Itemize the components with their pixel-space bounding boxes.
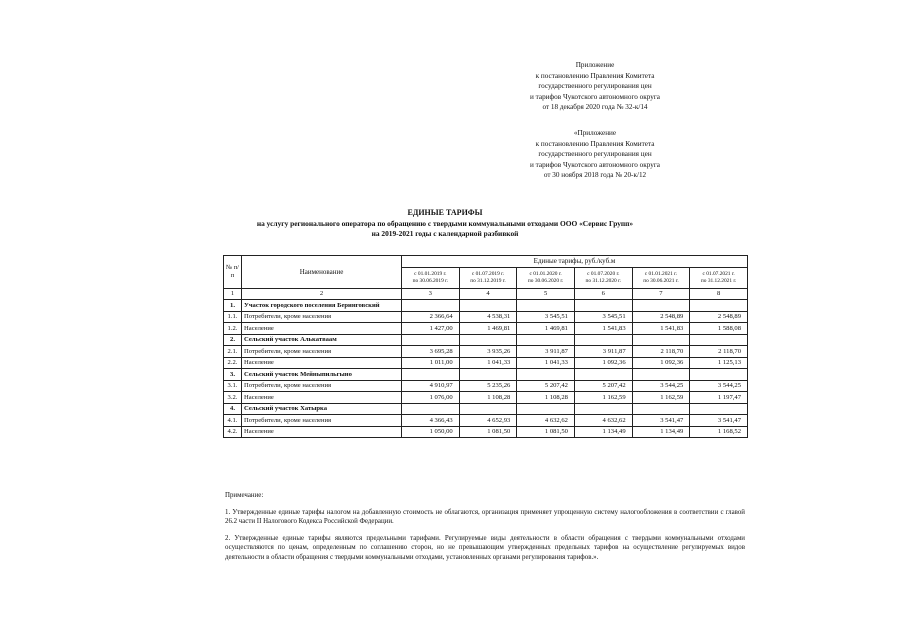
empty-cell [632, 403, 690, 415]
section-index: 4. [224, 403, 242, 415]
row-index: 1.1. [224, 311, 242, 323]
tariff-value: 3 544,25 [632, 380, 690, 392]
tariff-value: 1 168,52 [690, 426, 748, 438]
table-row [224, 346, 748, 358]
column-number: 1 [224, 288, 242, 300]
tariff-value: 3 541,47 [632, 415, 690, 427]
section-row [224, 300, 748, 312]
tariff-value: 1 041,33 [459, 357, 517, 369]
period-from: с 01.07.2020 г. [587, 271, 620, 278]
tariff-value: 3 911,87 [517, 346, 575, 358]
period-header [632, 267, 690, 288]
tariff-value: 3 695,28 [402, 346, 460, 358]
tariff-value: 1 197,47 [690, 392, 748, 404]
tariff-value: 3 935,26 [459, 346, 517, 358]
table-row [224, 415, 748, 427]
column-number: 3 [402, 288, 460, 300]
tariff-value: 1 108,28 [459, 392, 517, 404]
tariff-value: 4 538,31 [459, 311, 517, 323]
period-header [574, 267, 632, 288]
row-name: Потребители, кроме населения [242, 311, 402, 323]
empty-cell [632, 334, 690, 346]
period-to: по 30.06.2021 г. [643, 277, 679, 284]
section-row [224, 403, 748, 415]
column-number: 6 [574, 288, 632, 300]
empty-cell [459, 403, 517, 415]
empty-cell [459, 334, 517, 346]
period-from: с 01.01.2020 г. [529, 271, 562, 278]
period-to: по 30.06.2019 г. [412, 277, 449, 284]
appendix-block-1 [490, 60, 700, 113]
empty-cell [402, 300, 460, 312]
row-index: 3.1. [224, 380, 242, 392]
tariff-value: 3 545,51 [517, 311, 575, 323]
tariff-value: 1 092,36 [574, 357, 632, 369]
period-header [402, 267, 460, 288]
tariff-value: 1 108,28 [517, 392, 575, 404]
tariff-value: 4 632,62 [574, 415, 632, 427]
column-number: 7 [632, 288, 690, 300]
tariff-value: 2 548,89 [632, 311, 690, 323]
notes-block [225, 491, 745, 570]
tariff-value: 1 076,00 [402, 392, 460, 404]
tariff-value: 5 207,42 [574, 380, 632, 392]
empty-cell [402, 369, 460, 381]
empty-cell [459, 369, 517, 381]
period-from: с 01.07.2019 г. [471, 271, 505, 278]
empty-cell [690, 300, 748, 312]
section-name: Участок городского поселения Беринговский [242, 300, 402, 312]
appendix-line: «Приложение [573, 129, 617, 137]
header-name: Наименование [242, 256, 402, 289]
table-row [224, 323, 748, 335]
appendix-line: от 18 декабря 2020 года № 32-к/14 [542, 103, 648, 112]
tariff-value: 1 541,83 [574, 323, 632, 335]
empty-cell [459, 300, 517, 312]
appendix-line: и тарифов Чукотского автономного округа [530, 92, 660, 101]
note-item: 1. Утвержденные единые тарифы налогом на добавленную стоимость не облагаются, организация применяет упрощенную систему налогообложения в соответствии с главой 26.2 части II Налогового Кодекса Российской Федерации. [225, 508, 745, 526]
tariff-value: 5 235,26 [459, 380, 517, 392]
tariff-value: 2 548,89 [690, 311, 748, 323]
appendix-line: к постановлению Правления Комитета [535, 71, 655, 80]
appendix-line: государственного регулирования цен [538, 150, 652, 159]
row-name: Потребители, кроме населения [242, 346, 402, 358]
period-to: по 30.06.2020 г. [527, 277, 564, 284]
tariff-value: 1 134,49 [574, 426, 632, 438]
tariff-value: 1 588,08 [690, 323, 748, 335]
column-number: 2 [242, 288, 402, 300]
empty-cell [574, 334, 632, 346]
tariff-value: 1 081,50 [459, 426, 517, 438]
header-no: № п/п [224, 256, 242, 289]
empty-cell [632, 300, 690, 312]
title-period: на 2019-2021 годы с календарной разбивкой [371, 229, 519, 239]
row-index: 4.1. [224, 415, 242, 427]
tariff-value: 2 366,64 [402, 311, 460, 323]
section-name: Сельский участок Хатырка [242, 403, 402, 415]
appendix-line: Приложение [575, 61, 615, 69]
section-row [224, 369, 748, 381]
table-row [224, 380, 748, 392]
period-from: с 01.07.2021 г. [702, 271, 735, 278]
empty-cell [574, 369, 632, 381]
table-header-row [224, 256, 748, 268]
empty-cell [402, 403, 460, 415]
tariff-value: 2 118,70 [690, 346, 748, 358]
empty-cell [690, 403, 748, 415]
tariff-value: 5 207,42 [517, 380, 575, 392]
appendix-line: к постановлению Правления Комитета [535, 139, 655, 148]
period-from: с 01.01.2021 г. [644, 271, 678, 278]
row-index: 2.1. [224, 346, 242, 358]
title-main: ЕДИНЫЕ ТАРИФЫ [407, 208, 483, 217]
empty-cell [690, 369, 748, 381]
tariff-value: 4 632,62 [517, 415, 575, 427]
empty-cell [517, 300, 575, 312]
table-body [224, 300, 748, 438]
tariff-value: 1 469,81 [517, 323, 575, 335]
row-index: 4.2. [224, 426, 242, 438]
column-number: 4 [459, 288, 517, 300]
tariffs-table [223, 255, 748, 438]
empty-cell [574, 403, 632, 415]
tariff-value: 1 541,83 [632, 323, 690, 335]
tariff-value: 1 050,00 [402, 426, 460, 438]
table-row [224, 392, 748, 404]
period-to: по 31.12.2021 г. [700, 277, 737, 284]
tariff-value: 1 011,00 [402, 357, 460, 369]
period-from: с 01.01.2019 г. [414, 271, 447, 278]
title-subline: на услугу регионального оператора по обращению с твердыми коммунальными отходами ООО «Сервис Групп» [256, 218, 634, 228]
row-index: 3.2. [224, 392, 242, 404]
empty-cell [690, 334, 748, 346]
row-name: Население [242, 426, 402, 438]
empty-cell [517, 334, 575, 346]
tariff-value: 1 134,49 [632, 426, 690, 438]
tariff-value: 4 366,43 [402, 415, 460, 427]
row-name: Население [242, 392, 402, 404]
section-index: 1. [224, 300, 242, 312]
period-header [459, 267, 517, 288]
table-row [224, 357, 748, 369]
empty-cell [402, 334, 460, 346]
section-index: 3. [224, 369, 242, 381]
tariff-value: 4 910,97 [402, 380, 460, 392]
row-name: Население [242, 357, 402, 369]
notes-heading: Примечание: [225, 492, 264, 499]
header-units: Единые тарифы, руб./куб.м [402, 256, 748, 268]
tariff-value: 3 911,87 [574, 346, 632, 358]
row-name: Население [242, 323, 402, 335]
tariff-value: 1 469,81 [459, 323, 517, 335]
column-number: 8 [690, 288, 748, 300]
appendix-line: от 30 ноября 2018 года № 20-к/12 [543, 171, 647, 180]
document-title [230, 208, 660, 240]
table-row [224, 426, 748, 438]
tariff-value: 3 545,51 [574, 311, 632, 323]
row-index: 1.2. [224, 323, 242, 335]
section-row [224, 334, 748, 346]
tariff-value: 4 652,93 [459, 415, 517, 427]
empty-cell [632, 369, 690, 381]
period-to: по 31.12.2020 г. [585, 277, 622, 284]
appendix-line: государственного регулирования цен [538, 82, 652, 91]
row-name: Потребители, кроме населения [242, 415, 402, 427]
period-header [517, 267, 575, 288]
tariff-value: 1 162,59 [574, 392, 632, 404]
tariff-value: 3 541,47 [690, 415, 748, 427]
period-to: по 31.12.2019 г. [470, 277, 506, 284]
section-name: Сельский участок Мейныпильгыно [242, 369, 402, 381]
note-item: 2. Утвержденные единые тарифы являются предельными тарифами. Регулируемые виды деятельности в области обращения с твердыми коммунальными отходами осуществляются по ценам, определенным по соглашению сторон, но не превышающим утвержденных предельных тарифов на осуществление регулируемых видов деятельности в области обращения с твердыми коммунальными отходами, установленных органами регулирования тарифов.». [225, 534, 745, 561]
appendix-line: и тарифов Чукотского автономного округа [530, 160, 660, 169]
period-header [690, 267, 748, 288]
column-numbers-row [224, 288, 748, 300]
empty-cell [574, 300, 632, 312]
tariff-value: 1 125,13 [690, 357, 748, 369]
tariff-value: 1 081,50 [517, 426, 575, 438]
empty-cell [517, 403, 575, 415]
section-name: Сельский участок Алькатваам [242, 334, 402, 346]
appendix-block-2 [490, 128, 700, 181]
tariff-value: 2 118,70 [632, 346, 690, 358]
tariff-value: 3 544,25 [690, 380, 748, 392]
column-number: 5 [517, 288, 575, 300]
empty-cell [517, 369, 575, 381]
tariff-value: 1 041,33 [517, 357, 575, 369]
row-index: 2.2. [224, 357, 242, 369]
row-name: Потребители, кроме населения [242, 380, 402, 392]
tariff-value: 1 092,36 [632, 357, 690, 369]
section-index: 2. [224, 334, 242, 346]
tariff-value: 1 162,59 [632, 392, 690, 404]
tariff-value: 1 427,00 [402, 323, 460, 335]
table-row [224, 311, 748, 323]
